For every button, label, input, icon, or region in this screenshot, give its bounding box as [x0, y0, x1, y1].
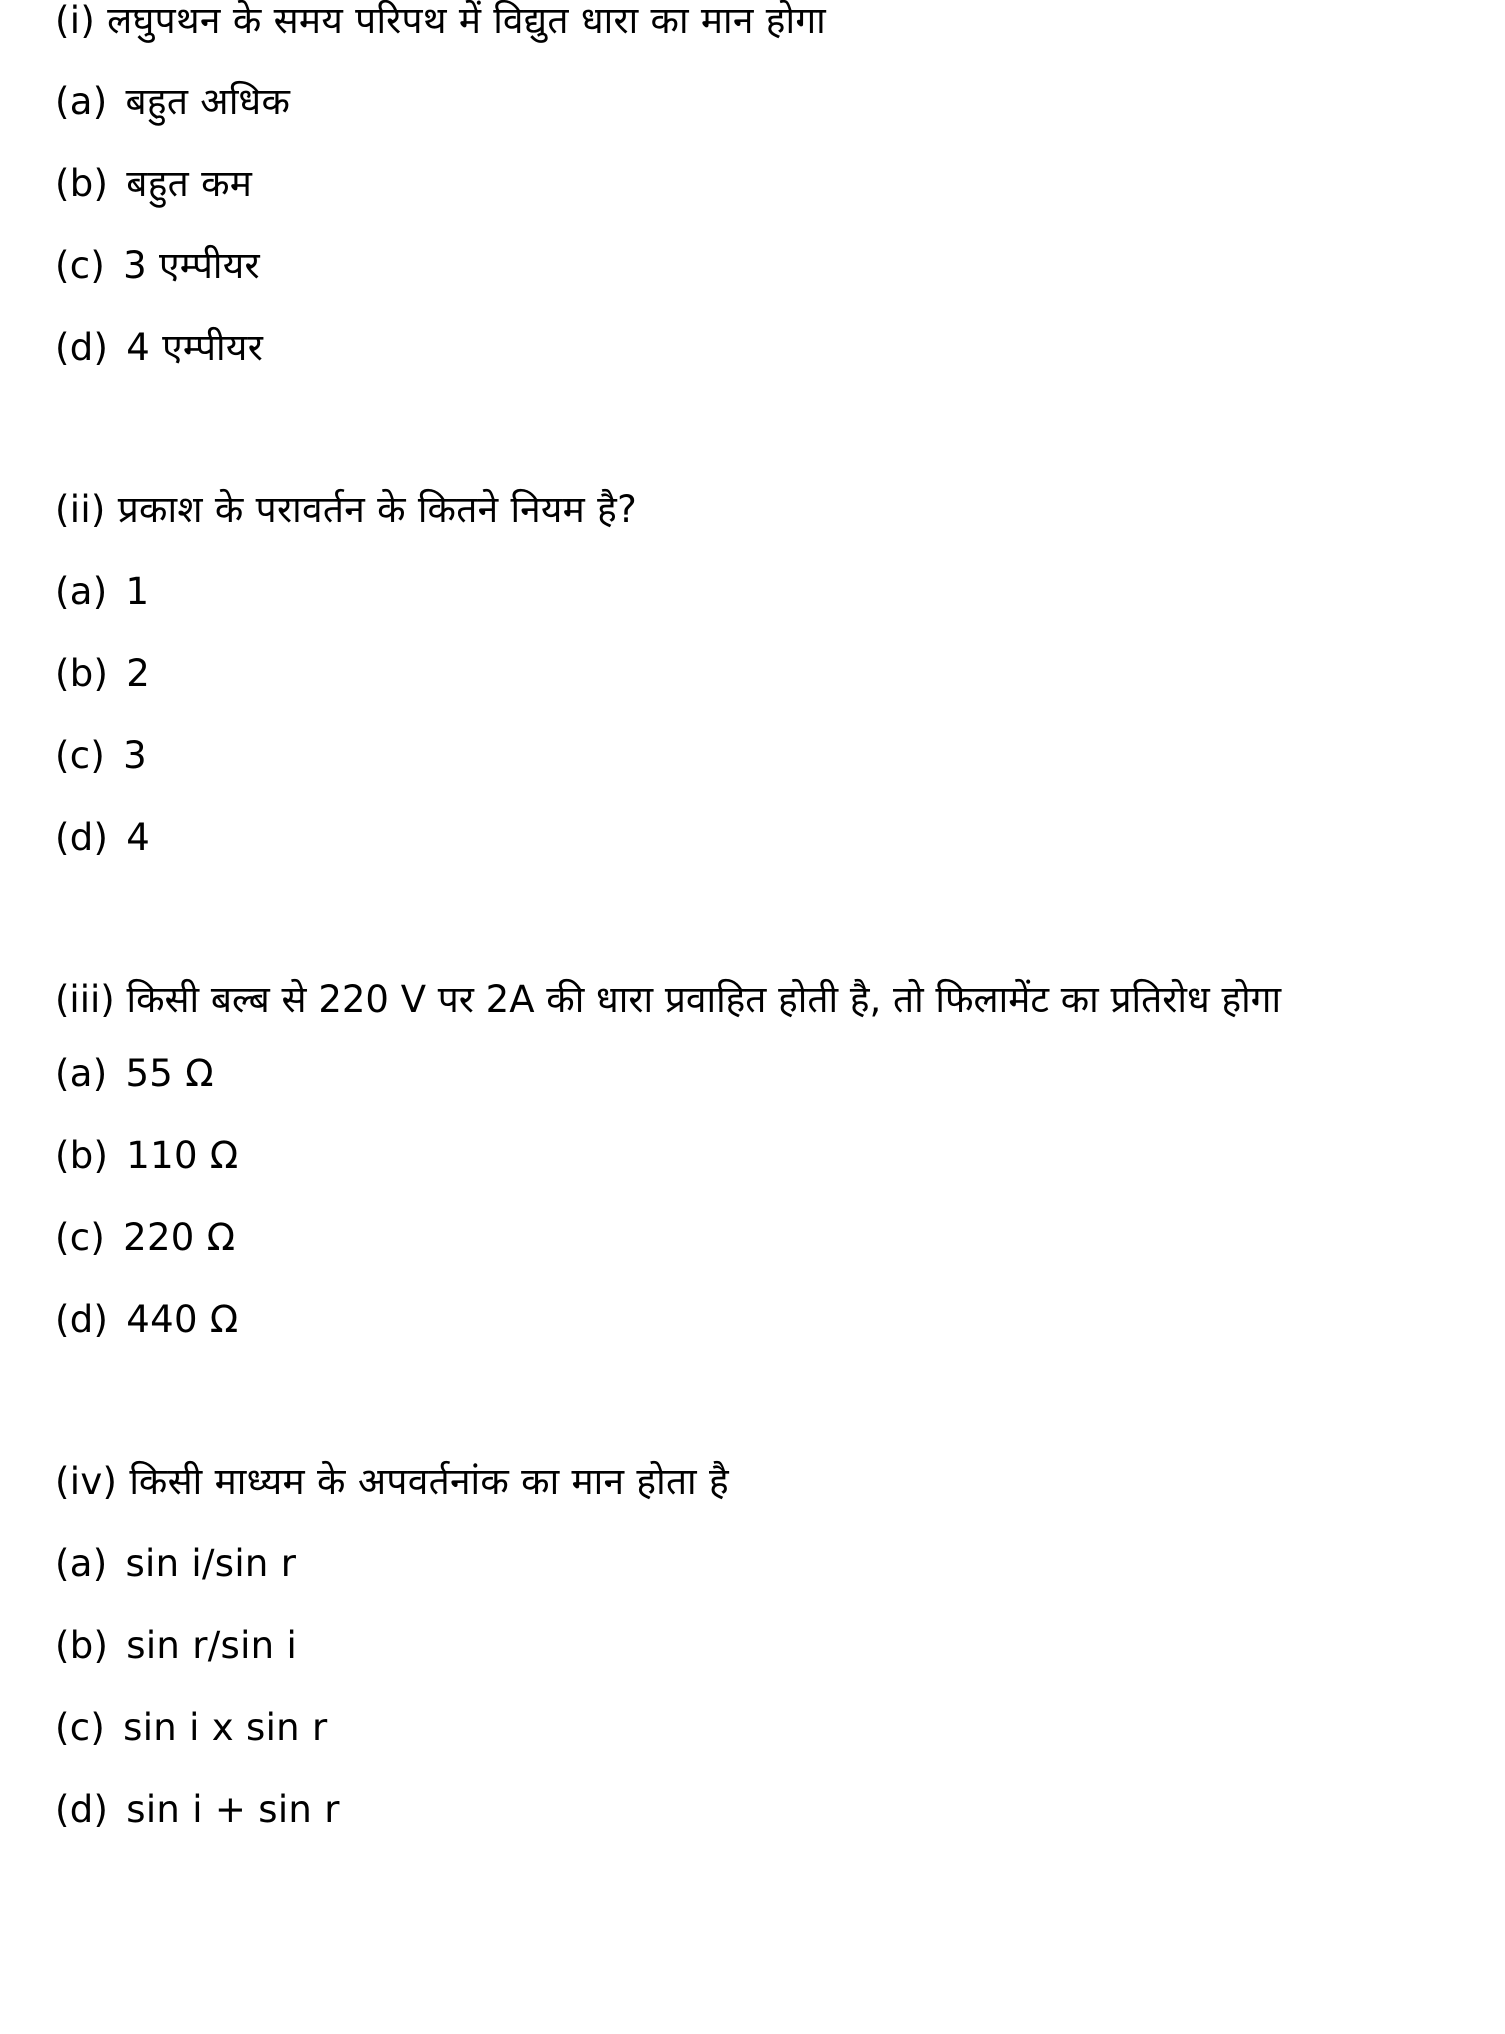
option-label: (a)	[55, 1052, 108, 1095]
question-sheet	[55, 0, 1455, 1851]
question-stem: किसी बल्ब से 220 V पर 2A की धारा प्रवाहित होती है, तो फिलामेंट का प्रतिरोध होगा	[126, 978, 1282, 1021]
option-label: (d)	[55, 816, 109, 859]
option-b	[55, 1605, 1455, 1687]
question-1	[55, 0, 1455, 389]
question-stem: प्रकाश के परावर्तन के कितने नियम है?	[117, 488, 638, 531]
question-number: (iv)	[55, 1460, 118, 1503]
option-text: 55 Ω	[125, 1052, 214, 1095]
option-text: 2	[126, 652, 151, 695]
option-text: 220 Ω	[123, 1216, 236, 1259]
option-label: (d)	[55, 1298, 109, 1341]
option-text: बहुत अधिक	[125, 80, 291, 123]
option-text: 4 एम्पीयर	[126, 326, 264, 369]
option-text: sin r/sin i	[126, 1624, 298, 1667]
question-stem: लघुपथन के समय परिपथ में विद्युत धारा का मान होगा	[107, 0, 827, 42]
option-text: बहुत कम	[126, 162, 253, 205]
option-label: (c)	[55, 1216, 106, 1259]
option-text: sin i x sin r	[123, 1706, 328, 1749]
option-text: sin i + sin r	[126, 1788, 340, 1831]
question-text	[55, 1441, 1455, 1523]
option-label: (a)	[55, 570, 108, 613]
option-b	[55, 1115, 1455, 1197]
option-b	[55, 143, 1455, 225]
option-a	[55, 61, 1455, 143]
question-text	[55, 0, 1455, 44]
option-label: (d)	[55, 1788, 109, 1831]
option-label: (c)	[55, 244, 106, 287]
option-label: (d)	[55, 326, 109, 369]
option-text: 4	[126, 816, 151, 859]
option-c	[55, 715, 1455, 797]
question-number: (iii)	[55, 978, 115, 1021]
option-text: 1	[125, 570, 150, 613]
spacer	[55, 389, 1455, 469]
question-number: (i)	[55, 0, 96, 42]
option-label: (b)	[55, 1134, 109, 1177]
spacer	[55, 1361, 1455, 1441]
option-text: 3	[123, 734, 147, 777]
option-label: (b)	[55, 1624, 109, 1667]
option-label: (b)	[55, 652, 109, 695]
option-d	[55, 797, 1455, 879]
option-b	[55, 633, 1455, 715]
option-d	[55, 307, 1455, 389]
option-text: sin i/sin r	[125, 1542, 297, 1585]
option-label: (c)	[55, 734, 106, 777]
option-label: (a)	[55, 1542, 108, 1585]
question-stem: किसी माध्यम के अपवर्तनांक का मान होता है	[129, 1460, 729, 1503]
question-2	[55, 469, 1455, 879]
question-text	[55, 469, 1455, 551]
option-text: 3 एम्पीयर	[123, 244, 260, 287]
option-label: (a)	[55, 80, 108, 123]
question-text	[55, 959, 1443, 1033]
option-c	[55, 1197, 1455, 1279]
option-text: 440 Ω	[126, 1298, 239, 1341]
question-4	[55, 1441, 1455, 1851]
option-a	[55, 1523, 1455, 1605]
option-a	[55, 551, 1455, 633]
option-a	[55, 1033, 1455, 1115]
option-c	[55, 225, 1455, 307]
question-3	[55, 959, 1455, 1361]
option-d	[55, 1279, 1455, 1361]
option-label: (b)	[55, 162, 109, 205]
spacer	[55, 879, 1455, 959]
question-number: (ii)	[55, 488, 106, 531]
option-label: (c)	[55, 1706, 106, 1749]
option-c	[55, 1687, 1455, 1769]
option-d	[55, 1769, 1455, 1851]
option-text: 110 Ω	[126, 1134, 239, 1177]
